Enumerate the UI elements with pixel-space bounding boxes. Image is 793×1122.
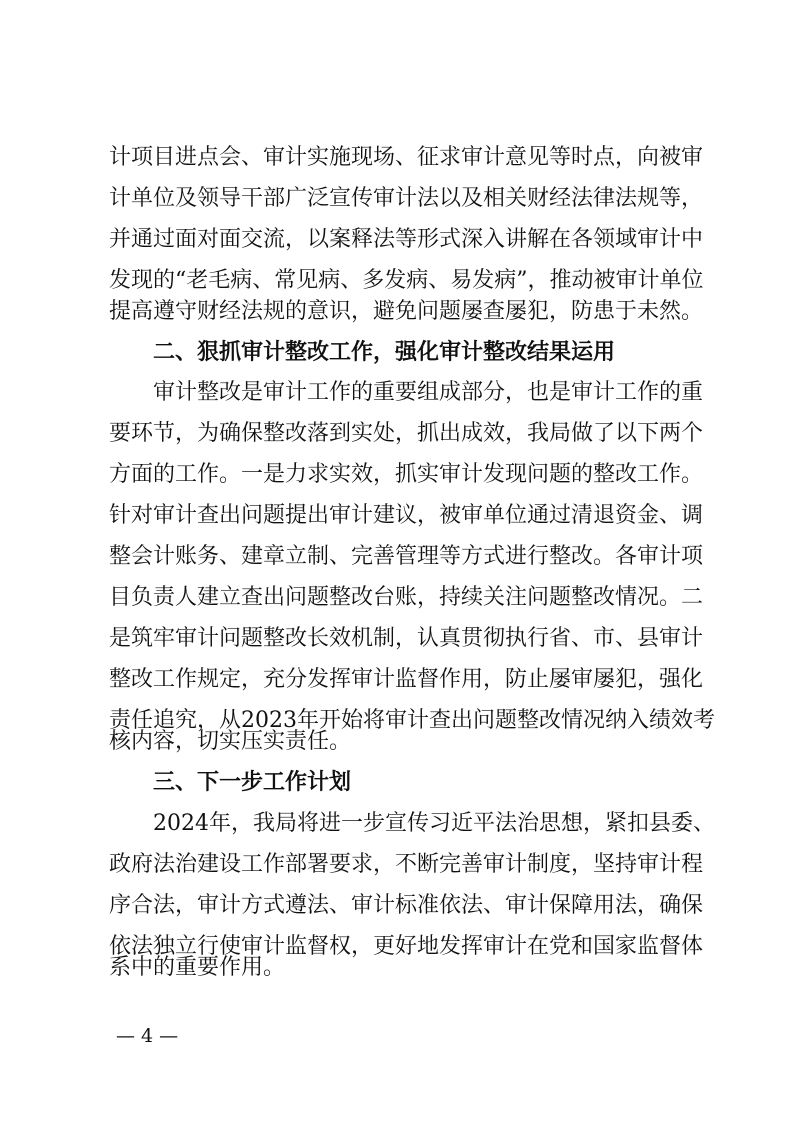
paragraph-line: 发现的“老毛病、常见病、多发病、易发病”，推动被审计单位 bbox=[109, 268, 704, 293]
paragraph-line: 计单位及领导干部广泛宣传审计法以及相关财经法律法规等， bbox=[109, 186, 704, 211]
section-heading-2: 二、狠抓审计整改工作，强化审计整改结果运用 bbox=[153, 340, 616, 365]
paragraph-line: 并通过面对面交流，以案释法等形式深入讲解在各领域审计中 bbox=[109, 227, 704, 252]
paragraph-line: 整会计账务、建章立制、完善管理等方式进行整改。各审计项 bbox=[109, 544, 704, 569]
paragraph-line: 审计整改是审计工作的重要组成部分，也是审计工作的重 bbox=[153, 380, 704, 405]
paragraph-line: 提高遵守财经法规的意识，避免问题屡查屡犯，防患于未然。 bbox=[109, 299, 704, 324]
paragraph-line: 系中的重要作用。 bbox=[109, 955, 286, 980]
paragraph-line: 要环节，为确保整改落到实处，抓出成效，我局做了以下两个 bbox=[109, 421, 704, 446]
paragraph-line: 序合法，审计方式遵法、审计标准依法、审计保障用法，确保 bbox=[109, 893, 704, 918]
page-number: — 4 — bbox=[116, 1025, 179, 1047]
paragraph-line: 目负责人建立查出问题整改台账，持续关注问题整改情况。二 bbox=[109, 585, 704, 610]
paragraph-line: 针对审计查出问题提出审计建议，被审单位通过清退资金、调 bbox=[109, 503, 704, 528]
paragraph-line: 依法独立行使审计监督权，更好地发挥审计在党和国家监督体 bbox=[109, 934, 704, 959]
paragraph-line: 整改工作规定，充分发挥审计监督作用，防止屡审屡犯，强化 bbox=[109, 667, 704, 692]
paragraph-line: 2024年，我局将进一步宣传习近平法治思想，紧扣县委、 bbox=[153, 811, 715, 836]
paragraph-line: 核内容，切实压实责任。 bbox=[109, 729, 352, 754]
paragraph-line: 责任追究，从2023年开始将审计查出问题整改情况纳入绩效考 bbox=[109, 708, 715, 733]
paragraph-line: 政府法治建设工作部署要求，不断完善审计制度，坚持审计程 bbox=[109, 852, 704, 877]
section-heading-3: 三、下一步工作计划 bbox=[153, 770, 352, 795]
paragraph-line: 计项目进点会、审计实施现场、征求审计意见等时点，向被审 bbox=[109, 145, 704, 170]
paragraph-line: 是筑牢审计问题整改长效机制，认真贯彻执行省、市、县审计 bbox=[109, 626, 704, 651]
paragraph-line: 方面的工作。一是力求实效，抓实审计发现问题的整改工作。 bbox=[109, 462, 704, 487]
